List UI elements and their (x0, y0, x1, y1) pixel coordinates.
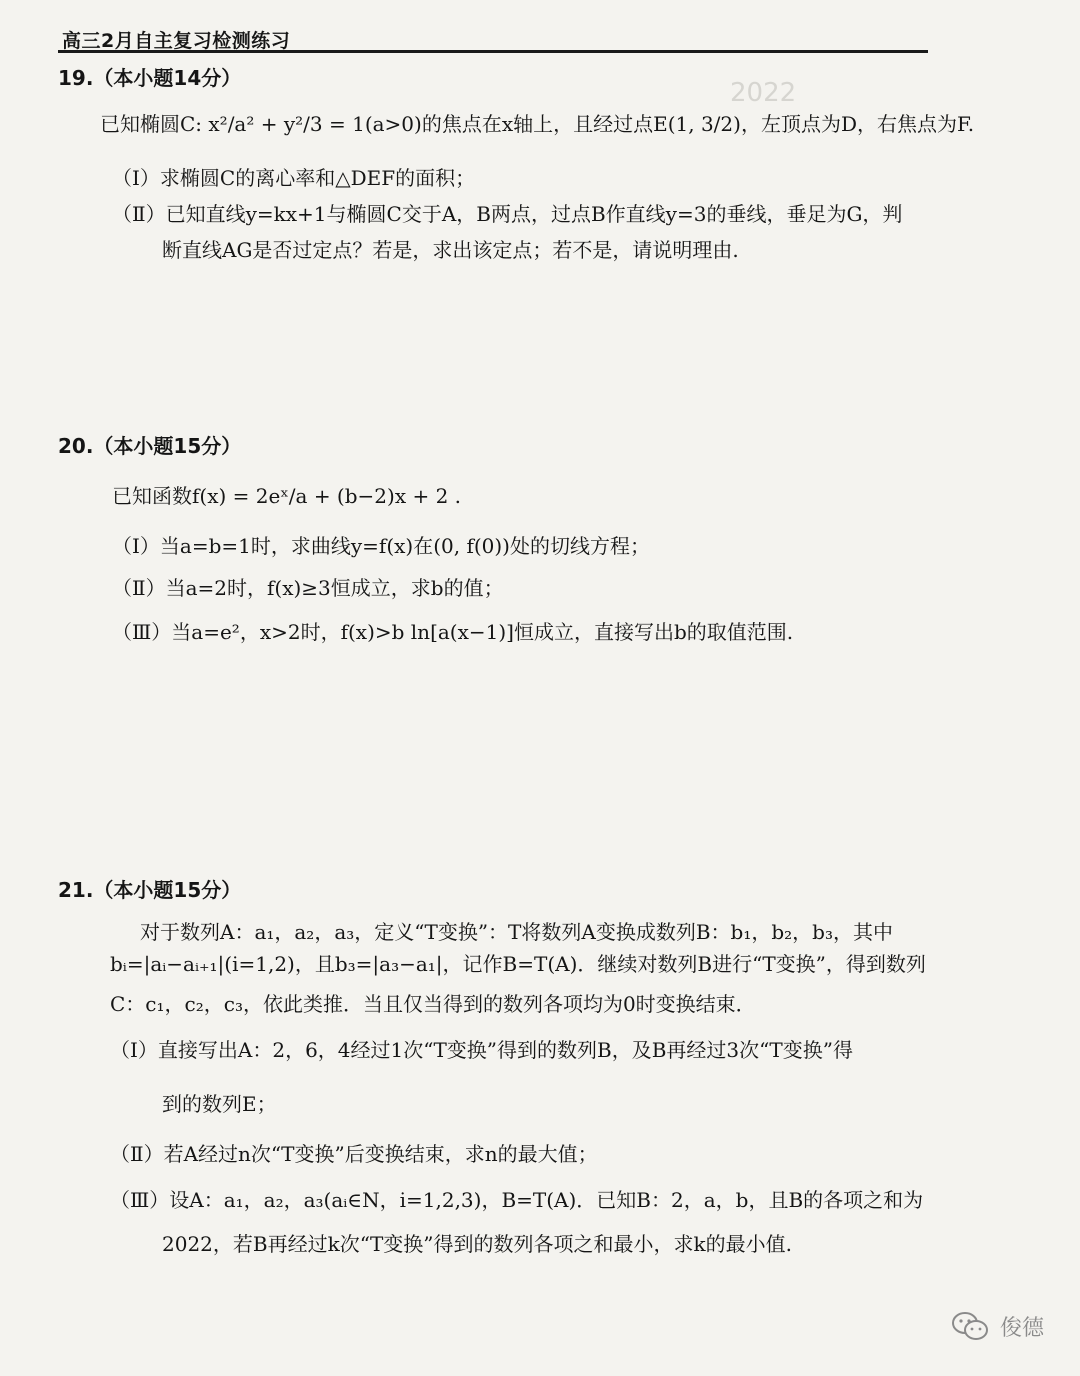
q21-line3: C：c₁，c₂，c₃，依此类推．当且仅当得到的数列各项均为0时变换结束． (110, 992, 756, 1016)
q21-line1: 对于数列A：a₁，a₂，a₃，定义“T变换”：T将数列A变换成数列B：b₁，b₂，b₃，其中 (140, 920, 893, 944)
q20-part3: （Ⅲ）当a=e²，x>2时，f(x)>b ln[a(x−1)]恒成立，直接写出b的取值范围. (112, 620, 794, 644)
watermark (950, 1310, 1044, 1342)
q19-part1: （Ⅰ）求椭圆C的离心率和△DEF的面积； (112, 166, 476, 190)
watermark-label: 俊德 (999, 1315, 1044, 1341)
q20-heading: 20.（本小题15分） (58, 434, 242, 458)
q20-part2: （Ⅱ）当a=2时，f(x)≥3恒成立，求b的值； (112, 576, 504, 600)
wechat-icon (950, 1310, 990, 1342)
q21-part3-line1: （Ⅲ）设A：a₁，a₂，a₃(aᵢ∈N，i=1,2,3)，B=T(A)．已知B：2，a，b，且B的各项之和为 (110, 1188, 924, 1212)
q20-intro: 已知函数f(x) = 2eˣ/a + (b−2)x + 2 . (112, 484, 462, 508)
q21-part1-line2: 到的数列E； (162, 1092, 277, 1116)
q19-intro: 已知椭圆C: x²/a² + y²/3 = 1(a>0)的焦点在x轴上，且经过点E(1, 3/2)，左顶点为D，右焦点为F. (100, 112, 975, 136)
page-header (58, 22, 928, 53)
header-title: 高三2月自主复习检测练习 (62, 30, 291, 52)
q21-part3-line2: 2022，若B再经过k次“T变换”得到的数列各项之和最小，求k的最小值. (162, 1232, 792, 1256)
q21-part2: （Ⅱ）若A经过n次“T变换”后变换结束，求n的最大值； (110, 1142, 598, 1166)
q21-line2: bᵢ=|aᵢ−aᵢ₊₁|(i=1,2)，且b₃=|a₃−a₁|，记作B=T(A)．继续对数列B进行“T变换”，得到数列 (110, 952, 926, 976)
q21-heading: 21.（本小题15分） (58, 878, 242, 902)
q21-part1-line1: （Ⅰ）直接写出A：2，6，4经过1次“T变换”得到的数列B，及B再经过3次“T变换”得 (110, 1038, 853, 1062)
bleed-through-text: 2022 (730, 78, 797, 108)
q19-part2-line1: （Ⅱ）已知直线y=kx+1与椭圆C交于A，B两点，过点B作直线y=3的垂线，垂足为G，判 (112, 202, 903, 226)
q19-part2-line2: 断直线AG是否过定点？若是，求出该定点；若不是，请说明理由. (162, 238, 739, 262)
q19-heading: 19.（本小题14分） (58, 66, 242, 90)
q20-part1: （Ⅰ）当a=b=1时，求曲线y=f(x)在(0, f(0))处的切线方程； (112, 534, 650, 558)
